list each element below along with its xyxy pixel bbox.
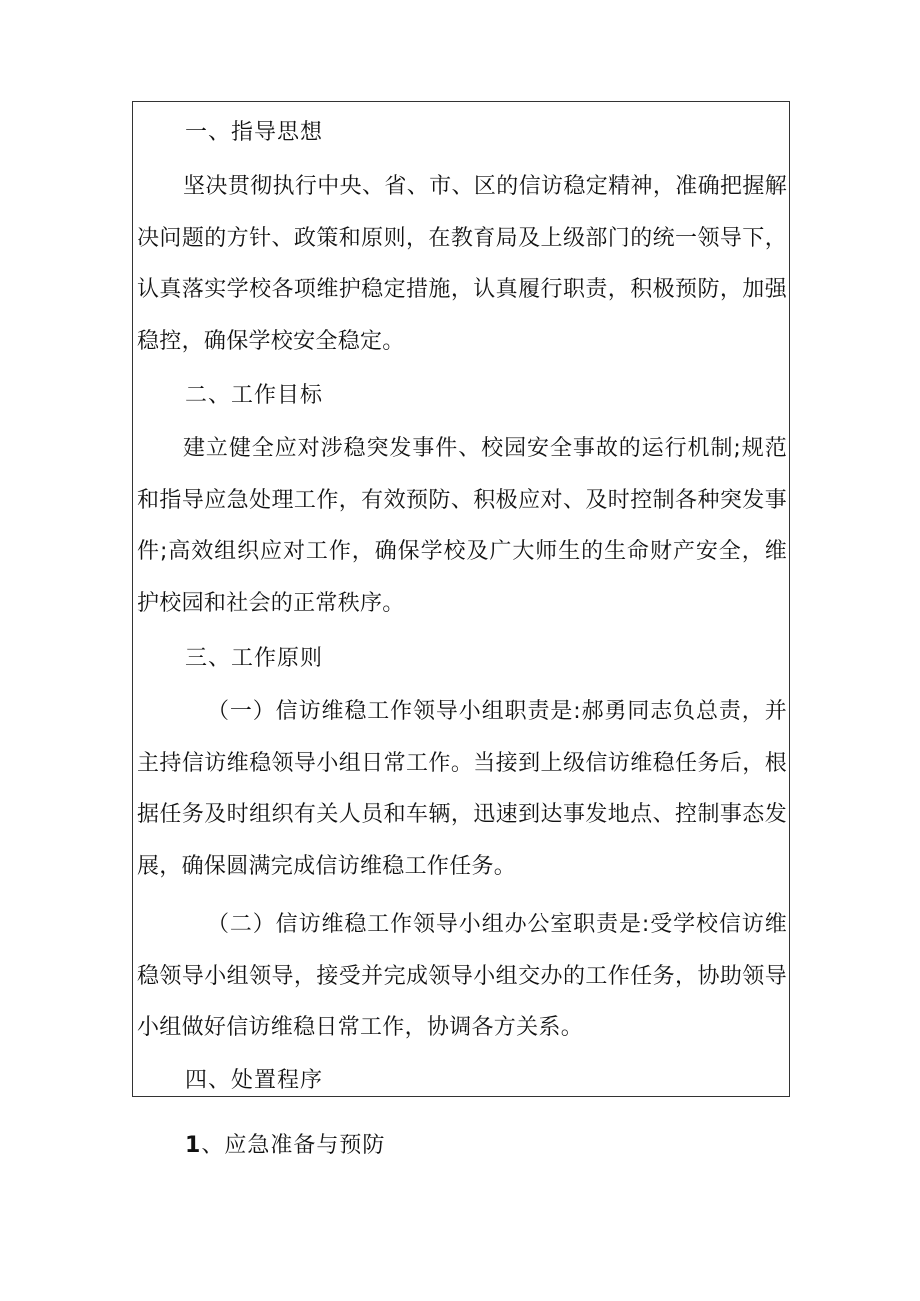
heading-work-principles: 三、工作原则 xyxy=(185,646,324,671)
paragraph-principle-one: （一）信访维稳工作领导小组职责是:郝勇同志负总责，并主持信访维稳领导小组日常工作。当接到上级信访维稳任务后，根据任务及时组织有关人员和车辆，迅速到达事发地点、控制事态发展，确保圆满完成信访维稳工作任务。 xyxy=(137,699,787,879)
paragraph-guiding-ideology: 坚决贯彻执行中央、省、市、区的信访稳定精神，准确把握解决问题的方针、政策和原则，在教育局及上级部门的统一领导下，认真落实学校各项维护稳定措施，认真履行职责，积极预防，加强稳控，确保学校安全稳定。 xyxy=(137,174,787,354)
subheading-emergency-preparation xyxy=(185,1131,385,1161)
subheading-number: 1 xyxy=(185,1133,202,1158)
heading-work-goals: 二、工作目标 xyxy=(185,383,324,408)
paragraph-principle-two: （二）信访维稳工作领导小组办公室职责是:受学校信访维稳领导小组领导，接受并完成领导小组交办的工作任务，协助领导小组做好信访维稳日常工作，协调各方关系。 xyxy=(137,912,787,1040)
heading-disposal-procedure: 四、处置程序 xyxy=(185,1068,324,1093)
heading-guiding-ideology: 一、指导思想 xyxy=(185,120,324,145)
paragraph-work-goals: 建立健全应对涉稳突发事件、校园安全事故的运行机制;规范和指导应急处理工作，有效预防、积极应对、及时控制各种突发事件;高效组织应对工作，确保学校及广大师生的生命财产安全，维护校园和社会的正常秩序。 xyxy=(137,436,787,616)
subheading-title: 、应急准备与预防 xyxy=(201,1133,386,1158)
